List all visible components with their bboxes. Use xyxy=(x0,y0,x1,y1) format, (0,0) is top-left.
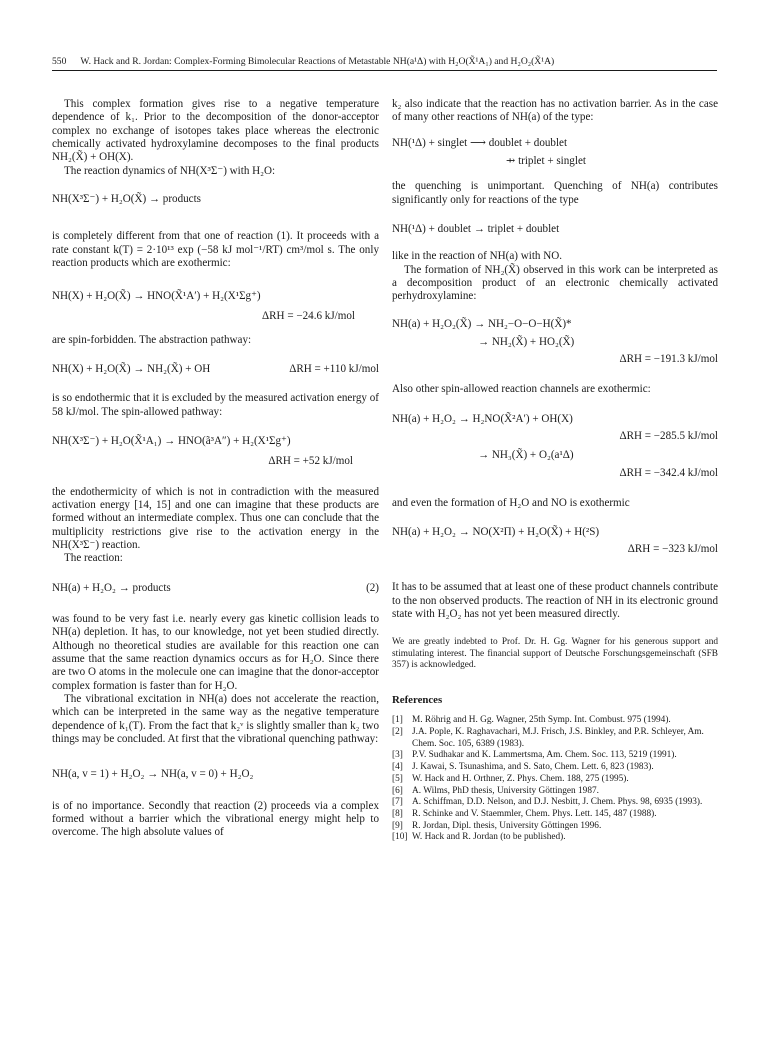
reference-item xyxy=(392,750,718,762)
paragraph: The reaction dynamics of NH(X³Σ⁻) with H₂O: xyxy=(64,164,276,177)
equation-text: NH(a, v = 1) + H₂O₂ → NH(a, v = 0) + H₂O₂ xyxy=(52,768,254,781)
paragraph: The reaction: xyxy=(64,552,123,565)
paragraph: the quenching is unimportant. Quenching of NH(a) contributes significantly only for reactions of the type xyxy=(392,180,718,206)
references-heading: References xyxy=(392,694,443,706)
equation-text: → NH₂(X̃) + HO₂(X̃) xyxy=(478,336,575,349)
reference-number: [5] xyxy=(392,773,403,784)
reference-number: [2] xyxy=(392,727,403,738)
reference-text: R. Jordan, Dipl. thesis, University Göttingen 1996. xyxy=(412,820,602,831)
reference-text: M. Röhrig and H. Gg. Wagner, 25th Symp. Int. Combust. 975 (1994). xyxy=(412,715,671,726)
references-list xyxy=(392,715,718,844)
equation-text: NH(¹Δ) + doublet → triplet + doublet xyxy=(392,223,560,236)
paragraph: was found to be very fast i.e. nearly every gas kinetic collision leads to NH(a) depletion. It has, to our knowledge, not yet been studied directly. Although no theoretical studies are available for this reaction one can assume that the same reaction dynamics occurs as for H₂O. Since there are two O atoms in the molecule one can imagine that the donor-acceptor complex formation is faster than for H₂O. xyxy=(52,612,379,692)
paragraph: It has to be assumed that at least one of these product channels contribute to the non observed products. The reaction of NH in its electronic ground state with H₂O₂ has not yet been measured directly. xyxy=(392,581,718,620)
reaction-enthalpy: ΔRH = −24.6 kJ/mol xyxy=(262,309,355,322)
reference-text: A. Schiffman, D.D. Nelson, and D.J. Nesbitt, J. Chem. Phys. 98, 6935 (1993). xyxy=(412,797,703,808)
running-title: W. Hack and R. Jordan: Complex-Forming Bimolecular Reactions of Metastable NH(a¹Δ) with H₂O(X̃¹A₁) and H₂O₂(X̃¹A) xyxy=(80,56,555,67)
reference-text: P.V. Sudhakar and K. Lammertsma, Am. Chem. Soc. 113, 5219 (1991). xyxy=(412,750,677,761)
reference-number: [6] xyxy=(392,785,403,796)
paragraph: k₂ also indicate that the reaction has no activation barrier. As in the case of many other reactions of NH(a) of the type: xyxy=(392,98,718,124)
equation xyxy=(392,449,718,462)
equation xyxy=(52,290,379,303)
equation-text: NH(a) + H₂O₂ → H₂NO(X̃²A′) + OH(X) xyxy=(392,412,573,425)
reference-number: [1] xyxy=(392,715,403,726)
equation xyxy=(52,363,379,376)
left-column xyxy=(52,98,379,840)
equation-number: (2) xyxy=(366,581,379,594)
reaction-enthalpy: ΔRH = −342.4 kJ/mol xyxy=(619,466,718,479)
paragraph: and even the formation of H₂O and NO is exothermic xyxy=(392,496,630,509)
reference-item xyxy=(392,797,718,809)
equation xyxy=(52,768,379,781)
page-number: 550 xyxy=(52,56,67,67)
reference-item xyxy=(392,774,718,786)
reaction-enthalpy: ΔRH = −191.3 kJ/mol xyxy=(619,353,718,366)
equation-text: NH(a) + H₂O₂(X̃) → NH₂−O−O−H(X̃)* xyxy=(392,317,572,330)
paragraph: are spin-forbidden. The abstraction pathway: xyxy=(52,333,252,346)
reference-item xyxy=(392,809,718,821)
equation xyxy=(392,413,718,426)
right-column xyxy=(392,98,718,844)
reaction-enthalpy: ΔRH = +110 kJ/mol xyxy=(289,363,379,376)
equation-text: → NH₃(X̃) + O₂(a¹Δ) xyxy=(478,449,574,462)
reference-number: [9] xyxy=(392,820,403,831)
equation-text: NH(X³Σ⁻) + H₂O(X̃) → products xyxy=(52,193,202,206)
equation-enthalpy-row xyxy=(52,310,379,324)
reference-number: [8] xyxy=(392,808,403,819)
acknowledgement: We are greatly indebted to Prof. Dr. H. Gg. Wagner for his generous support and stimulating interest. The financial support of Deutsche Forschungsgemeinschaft (SFB 357) is acknowledged. xyxy=(392,637,718,671)
reference-text: W. Hack and R. Jordan (to be published). xyxy=(412,832,566,843)
reaction-enthalpy: ΔRH = −285.5 kJ/mol xyxy=(619,430,718,443)
paragraph: Also other spin-allowed reaction channels are exothermic: xyxy=(392,383,651,396)
equation-text: NH(a) + H₂O₂ → NO(X²Π) + H₂O(X̃) + H(²S) xyxy=(392,525,600,538)
equation xyxy=(52,193,379,206)
equation xyxy=(52,582,379,595)
equation xyxy=(392,318,718,331)
reaction-enthalpy: ΔRH = +52 kJ/mol xyxy=(268,454,353,467)
paragraph: The formation of NH₂(X̃) observed in this work can be interpreted as a decomposition product of an electronic chemically activated perhydroxylamine: xyxy=(392,263,718,303)
reference-text: J.A. Pople, K. Raghavachari, M.J. Frisch, J.S. Binkley, and P.R. Schleyer, Am. Chem. Soc. 105, 6389 (1983). xyxy=(412,727,704,749)
equation xyxy=(392,137,718,150)
reference-text: W. Hack and H. Orthner, Z. Phys. Chem. 188, 275 (1995). xyxy=(412,773,629,784)
equation-text: NH(a) + H₂O₂ → products xyxy=(52,581,171,594)
reference-item xyxy=(392,715,718,727)
paragraph: is of no importance. Secondly that reaction (2) proceeds via a complex formed without a barrier which the vibrational energy might help to overcome. The high absolute values of xyxy=(52,799,379,839)
equation-enthalpy-row xyxy=(392,353,718,367)
equation-enthalpy-row xyxy=(52,455,379,469)
equation-enthalpy-row xyxy=(392,543,718,557)
reference-text: R. Schinke and V. Staemmler, Chem. Phys. Lett. 145, 487 (1988). xyxy=(412,808,657,819)
paragraph: is so endothermic that it is excluded by the measured activation energy of 58 kJ/mol. The spin-allowed pathway: xyxy=(52,392,379,418)
reference-item xyxy=(392,832,718,844)
equation-text: NH(X) + H₂O(X̃) → HNO(X̃¹A′) + H₂(X¹Σg⁺) xyxy=(52,290,261,303)
reaction-enthalpy: ΔRH = −323 kJ/mol xyxy=(627,543,718,556)
reference-text: J. Kawai, S. Tsunashima, and S. Sato, Chem. Lett. 6, 823 (1983). xyxy=(412,762,654,773)
paragraph: like in the reaction of NH(a) with NO. xyxy=(392,250,563,263)
running-header xyxy=(52,56,717,71)
paragraph: The vibrational excitation in NH(a) does not accelerate the reaction, which can be interpreted in the same way as the negative temperature dependence of k₁(T). From the fact that k₂ᵛ is slightly smaller than k₂ two things may be concluded. At first that the vibrational quenching pathway: xyxy=(52,692,379,745)
equation-enthalpy-row xyxy=(392,467,718,481)
equation-enthalpy-row xyxy=(392,430,718,444)
reference-text: A. Wilms, PhD thesis, University Göttingen 1987. xyxy=(412,785,599,796)
equation-text: NH(¹Δ) + singlet ⟶ doublet + doublet xyxy=(392,136,568,149)
paragraph: This complex formation gives rise to a negative temperature dependence of k₁. Prior to the decomposition of the donor-acceptor complex no exchange of isotopes takes place whereas the electronic chemically activated hydroxylamine decomposes to the final products NH₂(X̃) + OH(X). xyxy=(52,98,379,164)
equation xyxy=(392,223,718,236)
reference-number: [3] xyxy=(392,750,403,761)
paragraph: is completely different from that one of reaction (1). It proceeds with a rate constant k(T) = 2·10¹³ exp (−58 kJ mol⁻¹/RT) cm³/mol s. The only reaction products which are exothermic: xyxy=(52,230,379,270)
equation xyxy=(52,435,379,448)
reference-item xyxy=(392,786,718,798)
reference-item xyxy=(392,727,718,750)
equation xyxy=(392,155,718,168)
reference-number: [7] xyxy=(392,797,403,808)
equation-text: NH(X³Σ⁻) + H₂O(X̃¹A₁) → HNO(ã³A″) + H₂(X¹Σg⁺) xyxy=(52,435,291,448)
equation-text: ⇸ triplet + singlet xyxy=(506,155,586,168)
equation-text: NH(X) + H₂O(X̃) → NH₂(X̃) + OH xyxy=(52,363,211,376)
reference-number: [4] xyxy=(392,762,403,773)
reference-item xyxy=(392,762,718,774)
equation xyxy=(392,336,718,349)
reference-number: [10] xyxy=(392,832,408,843)
paragraph: the endothermicity of which is not in contradiction with the measured activation energy [14, 15] and one can imagine that these products are formed without an intermediate complex. Thus one can conclude that the multiplicity restrictions give rise to the activation energy in the NH(X³Σ⁻) reaction. xyxy=(52,485,379,551)
reference-item xyxy=(392,821,718,833)
equation xyxy=(392,526,718,539)
